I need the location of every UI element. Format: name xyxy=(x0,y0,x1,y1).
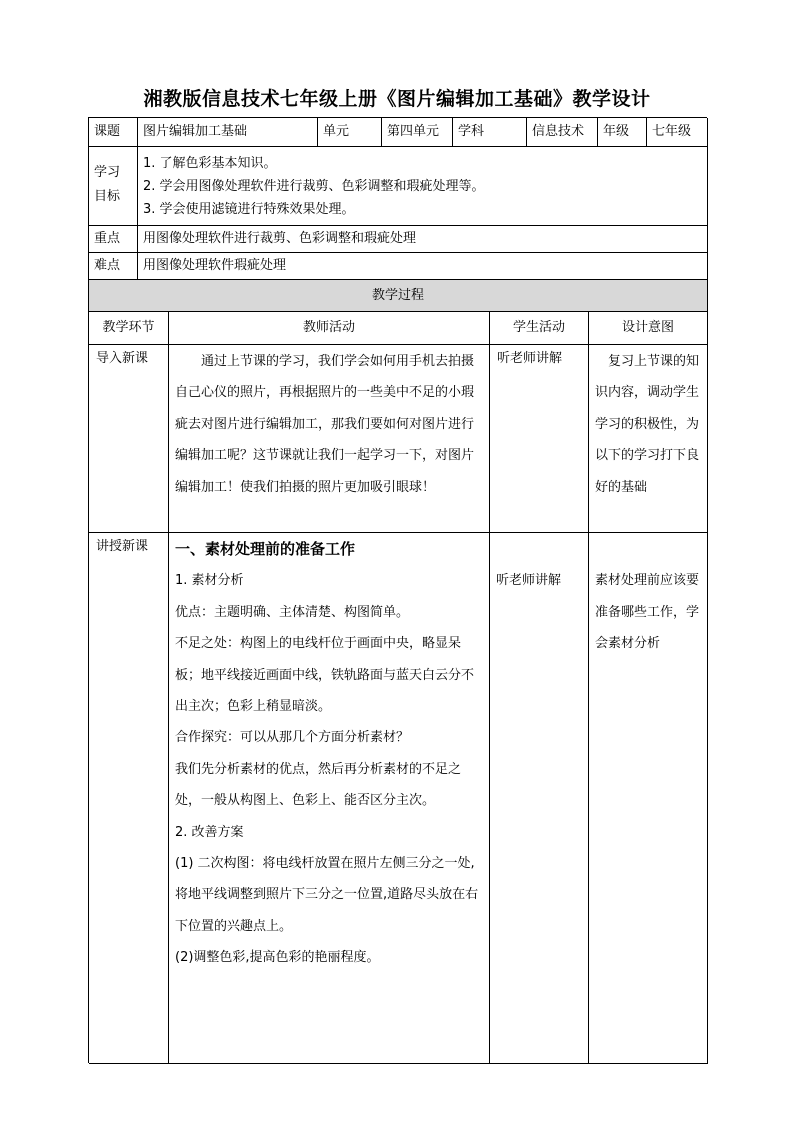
lecture-line: (1) 二次构图：将电线杆放置在照片左侧三分之一处,将地平线调整到照片下三分之一位置,道路尽头放在右下位置的兴趣点上。 xyxy=(175,856,479,934)
subject-label: 学科 xyxy=(453,118,527,147)
lesson-plan-table xyxy=(88,117,707,1063)
difficulty-label: 难点 xyxy=(89,253,138,280)
unit-label: 单元 xyxy=(318,118,382,147)
goals-label-line1: 学习 xyxy=(94,165,121,180)
intro-student-activity: 听老师讲解 xyxy=(490,345,589,533)
goal-item: 2. 学会用图像处理软件进行裁剪、色彩调整和瑕疵处理等。 xyxy=(143,179,485,194)
goals-list xyxy=(138,147,708,226)
grade-value: 七年级 xyxy=(647,118,708,147)
goals-label-line2: 目标 xyxy=(94,189,121,204)
lecture-line: (2)调整色彩,提高色彩的艳丽程度。 xyxy=(175,950,380,966)
lecture-heading: 一、素材处理前的准备工作 xyxy=(175,540,356,558)
intro-stage: 导入新课 xyxy=(89,345,169,533)
lecture-student-text: 听老师讲解 xyxy=(496,573,562,589)
column-header-intent: 设计意图 xyxy=(589,312,708,345)
key-point-label: 重点 xyxy=(89,226,138,253)
lecture-student-activity xyxy=(490,533,589,1064)
lecture-line: 合作探究：可以从那几个方面分析素材？ xyxy=(175,730,410,746)
column-header-stage: 教学环节 xyxy=(89,312,169,345)
column-header-teacher: 教师活动 xyxy=(169,312,490,345)
document-title: 湘教版信息技术七年级上册《图片编辑加工基础》教学设计 xyxy=(143,88,651,110)
subject-value: 信息技术 xyxy=(527,118,598,147)
process-section-title: 教学过程 xyxy=(89,280,708,312)
unit-value: 第四单元 xyxy=(382,118,453,147)
goal-item: 1. 了解色彩基本知识。 xyxy=(143,156,277,171)
grade-label: 年级 xyxy=(598,118,647,147)
column-header-student: 学生活动 xyxy=(490,312,589,345)
lecture-line: 我们先分析素材的优点，然后再分析素材的不足之处，一般从构图上、色彩上、能否区分主次。 xyxy=(175,761,462,809)
topic-value: 图片编辑加工基础 xyxy=(138,118,318,147)
lecture-line: 不足之处：构图上的电线杆位于画面中央，略显呆板；地平线接近画面中线，铁轨路面与蓝天白云分不出主次；色彩上稍显暗淡。 xyxy=(175,636,475,715)
topic-label: 课题 xyxy=(89,118,138,147)
goal-item: 3. 学会使用滤镜进行特殊效果处理。 xyxy=(143,202,355,217)
key-point-value: 用图像处理软件进行裁剪、色彩调整和瑕疵处理 xyxy=(138,226,708,253)
intro-design-intent: 复习上节课的知识内容，调动学生学习的积极性，为以下的学习打下良好的基础 xyxy=(589,345,708,533)
lecture-line: 优点：主题明确、主体清楚、构图简单。 xyxy=(175,604,410,620)
difficulty-value: 用图像处理软件瑕疵处理 xyxy=(138,253,708,280)
lecture-intent-text: 素材处理前应该要准备哪些工作，学会素材分析 xyxy=(595,573,700,652)
lecture-design-intent xyxy=(589,533,708,1064)
lecture-line: 2. 改善方案 xyxy=(175,824,244,840)
goals-label xyxy=(89,147,138,226)
lecture-teacher-activity xyxy=(169,533,490,1064)
lecture-line: 1. 素材分析 xyxy=(175,573,244,589)
lecture-stage: 讲授新课 xyxy=(89,533,169,1064)
intro-teacher-activity: 通过上节课的学习，我们学会如何用手机去拍摄自己心仪的照片，再根据照片的一些美中不足的小瑕疵去对图片进行编辑加工，那我们要如何对图片进行编辑加工呢？这节课就让我们一起学习一下，对图片编辑加工！使我们拍摄的照片更加吸引眼球！ xyxy=(169,345,490,533)
